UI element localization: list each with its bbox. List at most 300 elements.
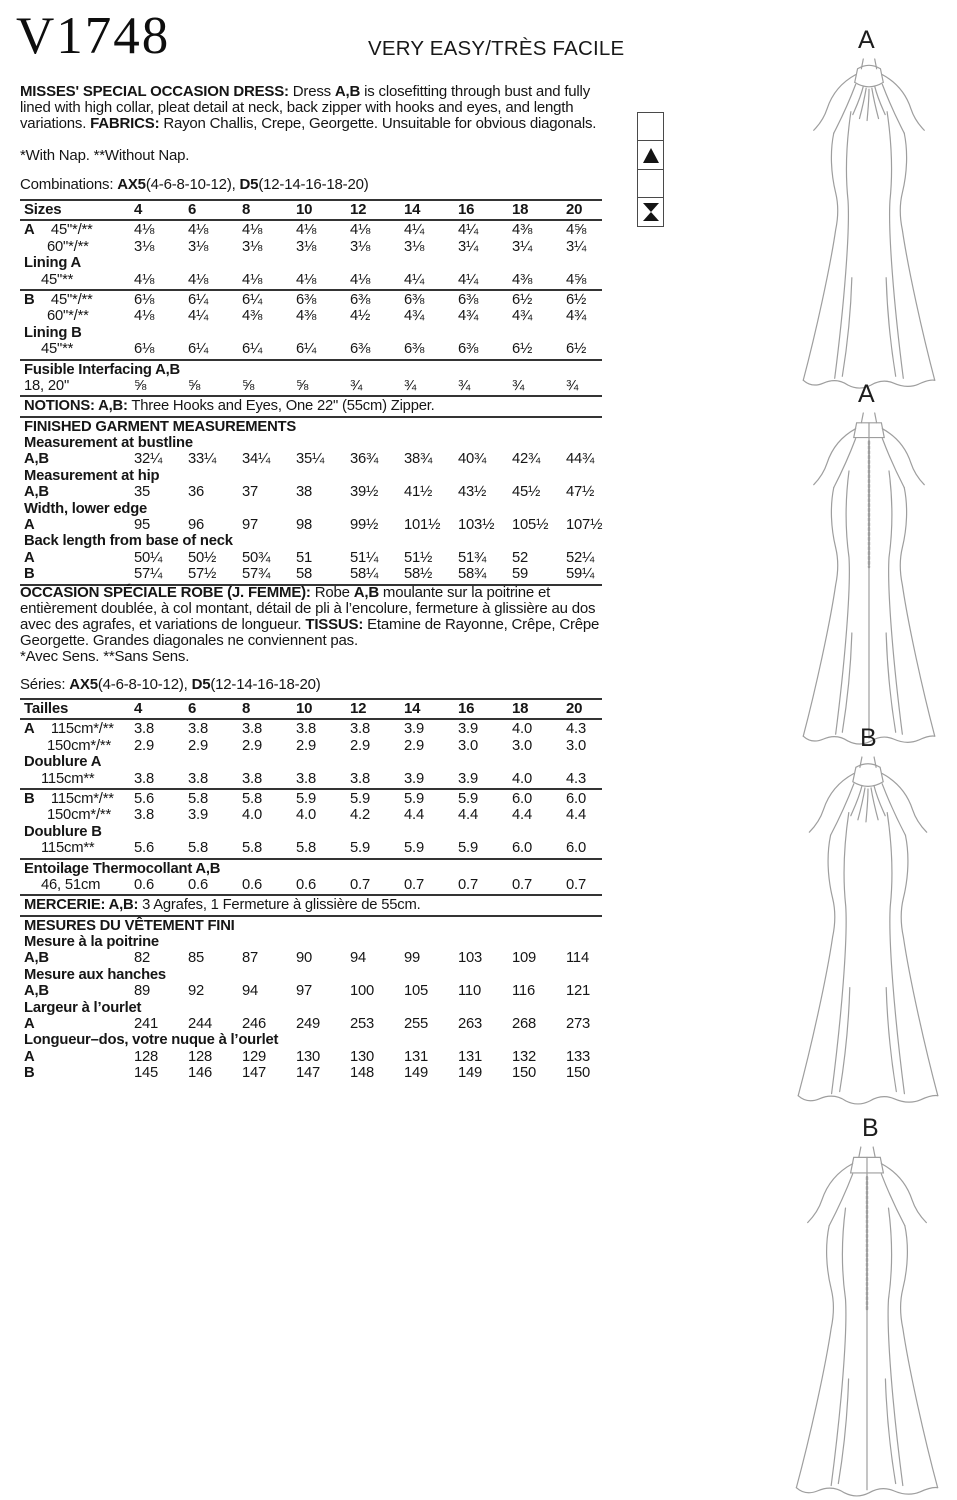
table-rule [20, 289, 602, 291]
table-cell: 148 [350, 1065, 375, 1082]
table-cell: 99 [404, 950, 421, 967]
table-section-label: Entoilage Thermocollant A,B [24, 860, 221, 877]
yardage-table-imperial [20, 198, 602, 587]
table-section-label: MESURES DU VÊTEMENT FINI [24, 917, 235, 934]
table-section-label: Largeur à l’ourlet [24, 999, 142, 1016]
table-cell: 4⅛ [350, 271, 371, 288]
table-rule [20, 915, 602, 917]
table-rule [20, 894, 602, 896]
table-cell: 4.0 [296, 807, 316, 824]
french-nap-note: *Avec Sens. **Sans Sens. [20, 648, 190, 665]
table-cell: 3.9 [458, 770, 478, 787]
table-cell: 4⅛ [134, 222, 155, 239]
table-cell: 6 [188, 700, 197, 717]
table-cell: 3.9 [188, 807, 208, 824]
table-cell: 3.9 [404, 721, 424, 738]
combinations-line: Combinations: AX5(4-6-8-10-12), D5(12-14-16-18-20) [20, 176, 369, 193]
table-cell: 3⅛ [242, 238, 263, 255]
dress-a-back-line-art [788, 412, 950, 746]
series-line: Séries: AX5(4-6-8-10-12), D5(12-14-16-18-20) [20, 676, 321, 693]
table-cell: 246 [242, 1016, 267, 1033]
table-cell: 3¼ [458, 238, 479, 255]
table-cell: 4¼ [458, 222, 479, 239]
table-cell: 14 [404, 700, 421, 717]
table-cell: 36 [188, 484, 205, 501]
table-cell: 41½ [404, 484, 433, 501]
table-row: 115cm** 5.6 5.8 5.8 5.8 5.9 5.9 5.9 6.0 6.0 [20, 840, 602, 856]
figure-label-a-front: A [858, 26, 876, 54]
table-cell: 4½ [350, 308, 371, 325]
table-cell: 3.8 [242, 721, 262, 738]
table-cell: 147 [296, 1065, 321, 1082]
table-section-label: FINISHED GARMENT MEASUREMENTS [24, 418, 297, 435]
table-cell: 3.0 [512, 737, 532, 754]
difficulty-label: VERY EASY/TRÈS FACILE [368, 37, 625, 60]
figure-label-a-back: A [858, 380, 876, 408]
table-cell: 6.0 [566, 790, 586, 807]
table-cell: 249 [296, 1016, 321, 1033]
pattern-number: V1748 [16, 7, 171, 65]
table-cell: 12 [350, 201, 367, 218]
table-cell: 0.7 [512, 876, 532, 893]
table-cell: 130 [350, 1048, 375, 1065]
table-cell: 133 [566, 1048, 591, 1065]
table-cell: 149 [458, 1065, 483, 1082]
table-cell: 114 [566, 950, 589, 967]
table-cell: 0.7 [404, 876, 424, 893]
table-row: 115cm** 3.8 3.8 3.8 3.8 3.8 3.9 3.9 4.0 4.3 [20, 771, 602, 787]
table-cell: 50½ [188, 549, 217, 566]
table-row: B 145 146 147 147 148 149 149 150 150 [20, 1065, 602, 1081]
table-cell: 6⅜ [458, 341, 479, 358]
table-cell: 6½ [512, 291, 533, 308]
table-cell: 4⅝ [566, 271, 587, 288]
table-row: 45"** 4⅛ 4⅛ 4⅛ 4⅛ 4⅛ 4¼ 4¼ 4⅜ 4⅝ [20, 272, 602, 288]
table-rule [20, 219, 602, 221]
table-cell: 95 [134, 517, 151, 534]
figure-label-b-back: B [862, 1114, 880, 1142]
table-cell: 4⅛ [242, 222, 263, 239]
table-cell: 0.6 [134, 876, 154, 893]
table-cell: 3.0 [458, 737, 478, 754]
table-cell: 110 [458, 983, 481, 1000]
table-cell: 6¼ [188, 341, 209, 358]
table-cell: 3⅛ [296, 238, 317, 255]
table-cell: 3.8 [134, 770, 154, 787]
table-cell: 37 [242, 484, 259, 501]
table-cell: 20 [566, 700, 583, 717]
without-nap-hourglass-icon [637, 197, 664, 227]
table-row: A 241 244 246 249 253 255 263 268 273 [20, 1016, 602, 1032]
table-cell: ¾ [404, 377, 417, 394]
table-cell: 4¾ [566, 308, 587, 325]
table-cell: 89 [134, 983, 151, 1000]
table-cell: 6¼ [242, 341, 263, 358]
dress-b-back-line-art [780, 1146, 954, 1498]
table-cell: 149 [404, 1065, 429, 1082]
table-cell: 5.6 [134, 790, 154, 807]
table-cell: 92 [188, 983, 205, 1000]
table-cell: 38¾ [404, 451, 433, 468]
table-cell: ¾ [566, 377, 579, 394]
table-cell: 5.8 [188, 790, 208, 807]
table-cell: 2.9 [188, 737, 208, 754]
table-cell: 6¼ [188, 291, 209, 308]
table-cell: 51¾ [458, 549, 487, 566]
table-cell: 150 [512, 1065, 537, 1082]
table-cell: 101½ [404, 517, 441, 534]
table-cell: 128 [134, 1048, 159, 1065]
table-rule [20, 858, 602, 860]
table-cell: 3.0 [566, 737, 586, 754]
table-row: A,B 32¼ 33¼ 34¼ 35¼ 36¾ 38¾ 40¾ 42¾ 44¾ [20, 451, 602, 467]
table-cell: 253 [350, 1016, 375, 1033]
table-cell: 4.0 [512, 770, 532, 787]
table-cell: 6⅜ [350, 291, 371, 308]
table-cell: 5.6 [134, 840, 154, 857]
table-cell: 2.9 [404, 737, 424, 754]
table-cell: 4¼ [188, 308, 209, 325]
table-cell: 51½ [404, 549, 433, 566]
table-cell: 6.0 [512, 790, 532, 807]
table-cell: 4¼ [458, 271, 479, 288]
table-row: 46, 51cm 0.6 0.6 0.6 0.6 0.7 0.7 0.7 0.7 0.7 [20, 877, 602, 893]
table-header-row: Tailles 4 6 8 10 12 14 16 18 20 [20, 701, 602, 717]
table-cell: 116 [512, 983, 535, 1000]
table-cell: 129 [242, 1048, 267, 1065]
table-cell: 146 [188, 1065, 213, 1082]
table-cell: 6⅛ [134, 291, 155, 308]
table-section-label: Lining A [24, 255, 82, 272]
table-cell: 4.3 [566, 770, 586, 787]
table-cell: 5.8 [242, 790, 262, 807]
table-cell: 5.8 [188, 840, 208, 857]
table-cell: 6½ [512, 341, 533, 358]
table-row: 45"** 6⅛ 6¼ 6¼ 6¼ 6⅜ 6⅜ 6⅜ 6½ 6½ [20, 341, 602, 357]
table-rule [20, 395, 602, 397]
table-cell: 6⅛ [134, 341, 155, 358]
table-cell: 5.9 [458, 790, 478, 807]
table-section-label: Fusible Interfacing A,B [24, 361, 180, 378]
table-cell: 16 [458, 700, 475, 717]
table-cell: ¾ [458, 377, 471, 394]
table-cell: 3.9 [458, 721, 478, 738]
table-cell: 4.4 [458, 807, 478, 824]
french-description: OCCASION SPÉCIALE ROBE (J. FEMME): Robe A,B moulante sur la poitrine et entièrement doublée, à col montant, détail de pli à l’encolure, fermeture à glissière au dos avec des agrafes, et variations de longueur. TISSUS: Etamine de Rayonne, Crêpe, Crêpe Georgette. Grandes diagonales ne conviennent pas. [20, 584, 600, 649]
table-cell: 99½ [350, 517, 379, 534]
table-cell: 90 [296, 950, 313, 967]
table-cell: 3.8 [134, 721, 154, 738]
table-cell: 4.4 [512, 807, 532, 824]
table-row: 60"*/** 4⅛ 4¼ 4⅜ 4⅜ 4½ 4¾ 4¾ 4¾ 4¾ [20, 308, 602, 324]
table-cell: 98 [296, 517, 313, 534]
table-cell: 18 [512, 201, 529, 218]
table-cell: 18 [512, 700, 529, 717]
table-cell: 10 [296, 201, 313, 218]
table-cell: 6⅜ [350, 341, 371, 358]
table-cell: 8 [242, 201, 251, 218]
table-cell: 4.3 [566, 721, 586, 738]
table-section-label: Back length from base of neck [24, 533, 233, 550]
table-section-label: Width, lower edge [24, 500, 148, 517]
table-cell: 96 [188, 517, 205, 534]
table-cell: 6½ [566, 291, 587, 308]
table-rule [20, 359, 602, 361]
table-cell: 52 [512, 549, 529, 566]
table-cell: 4¾ [512, 308, 533, 325]
table-cell: 39½ [350, 484, 379, 501]
table-cell: 5.9 [458, 840, 478, 857]
table-cell: ⅝ [296, 377, 309, 394]
table-section-label: Mesure aux hanches [24, 966, 166, 983]
table-cell: 51¼ [350, 549, 379, 566]
table-cell: 6½ [566, 341, 587, 358]
table-cell: 4.2 [350, 807, 370, 824]
table-cell: 6⅜ [296, 291, 317, 308]
table-cell: 4¼ [404, 271, 425, 288]
table-row: A 115cm*/** 3.8 3.8 3.8 3.8 3.8 3.9 3.9 4.0 4.3 [20, 721, 602, 737]
table-cell: 59¼ [566, 566, 595, 583]
table-cell: 3¼ [512, 238, 533, 255]
table-row: B 45"*/** 6⅛ 6¼ 6¼ 6⅜ 6⅜ 6⅜ 6⅜ 6½ 6½ [20, 292, 602, 308]
table-cell: 130 [296, 1048, 321, 1065]
table-cell: 5.9 [350, 840, 370, 857]
english-nap-note: *With Nap. **Without Nap. [20, 147, 190, 164]
table-cell: 0.7 [350, 876, 370, 893]
table-cell: ⅝ [188, 377, 201, 394]
table-cell: 3⅛ [134, 238, 155, 255]
table-cell: 58¾ [458, 566, 487, 583]
table-cell: 38 [296, 484, 313, 501]
table-cell: 58½ [404, 566, 433, 583]
dress-a-front-line-art [788, 58, 950, 390]
table-cell: 5.8 [242, 840, 262, 857]
table-section-label: Longueur–dos, votre nuque à l’ourlet [24, 1032, 279, 1049]
table-row: A 45"*/** 4⅛ 4⅛ 4⅛ 4⅛ 4⅛ 4¼ 4¼ 4⅜ 4⅝ [20, 222, 602, 238]
table-cell: 4 [134, 700, 143, 717]
table-cell: 97 [296, 983, 313, 1000]
dress-b-front-line-art [782, 756, 954, 1106]
table-cell: 34¼ [242, 451, 271, 468]
nap-symbol-strip [637, 112, 664, 227]
table-cell: 44¾ [566, 451, 595, 468]
table-cell: 51 [296, 549, 313, 566]
table-cell: 100 [350, 983, 375, 1000]
table-row: B 115cm*/** 5.6 5.8 5.8 5.9 5.9 5.9 5.9 6.0 6.0 [20, 791, 602, 807]
table-note: MERCERIE: A,B: 3 Agrafes, 1 Fermeture à glissière de 55cm. [24, 897, 421, 914]
table-cell: 35 [134, 484, 151, 501]
table-cell: 4⅛ [188, 222, 209, 239]
table-cell: 4⅛ [242, 271, 263, 288]
table-cell: 3.8 [134, 807, 154, 824]
table-cell: 4.0 [512, 721, 532, 738]
table-cell: 4⅜ [512, 271, 533, 288]
table-cell: 4⅛ [134, 271, 155, 288]
table-cell: 268 [512, 1016, 537, 1033]
english-description: MISSES' SPECIAL OCCASION DRESS: Dress A,B is closefitting through bust and fully lined with high collar, pleat detail at neck, back zipper with hooks and eyes, and length variations. FABRICS: Rayon Challis, Crepe, Georgette. Unsuitable for obvious diagonals. [20, 83, 597, 132]
table-cell: 16 [458, 201, 475, 218]
table-cell: 6⅜ [404, 341, 425, 358]
table-section-label: Doublure B [24, 823, 102, 840]
table-cell: 5.9 [404, 840, 424, 857]
table-cell: 244 [188, 1016, 213, 1033]
table-cell: 3⅛ [188, 238, 209, 255]
table-cell: 105½ [512, 517, 549, 534]
table-cell: 97 [242, 517, 259, 534]
table-cell: 94 [242, 983, 259, 1000]
table-cell: 0.6 [296, 876, 316, 893]
table-cell: ⅝ [242, 377, 255, 394]
table-note: NOTIONS: A,B: Three Hooks and Eyes, One 22" (55cm) Zipper. [24, 398, 435, 415]
table-cell: 255 [404, 1016, 429, 1033]
table-cell: 241 [134, 1016, 159, 1033]
table-cell: 4⅜ [242, 308, 263, 325]
table-cell: 20 [566, 201, 583, 218]
table-cell: 5.8 [296, 840, 316, 857]
table-cell: ¾ [350, 377, 363, 394]
table-row: 150cm*/** 3.8 3.9 4.0 4.0 4.2 4.4 4.4 4.4 4.4 [20, 807, 602, 823]
table-cell: 6¼ [242, 291, 263, 308]
table-cell: 145 [134, 1065, 159, 1082]
table-cell: 107½ [566, 517, 603, 534]
table-section-label: Doublure A [24, 754, 102, 771]
table-cell: 6⅜ [458, 291, 479, 308]
table-cell: 3.8 [296, 770, 316, 787]
table-cell: 109 [512, 950, 537, 967]
table-cell: 4.0 [242, 807, 262, 824]
table-cell: 50¾ [242, 549, 271, 566]
table-cell: 94 [350, 950, 367, 967]
table-cell: 52¼ [566, 549, 595, 566]
table-cell: 35¼ [296, 451, 325, 468]
table-cell: 12 [350, 700, 367, 717]
table-section-label: Mesure à la poitrine [24, 934, 159, 951]
table-cell: 32¼ [134, 451, 163, 468]
table-cell: 3.8 [242, 770, 262, 787]
table-cell: 2.9 [350, 737, 370, 754]
table-header-row: Sizes 4 6 8 10 12 14 16 18 20 [20, 202, 602, 218]
table-row: A 50¼ 50½ 50¾ 51 51¼ 51½ 51¾ 52 52¼ [20, 550, 602, 566]
table-rule [20, 718, 602, 720]
table-row: A,B 82 85 87 90 94 99 103 109 114 [20, 950, 602, 966]
table-cell: 2.9 [296, 737, 316, 754]
table-cell: 105 [404, 983, 429, 1000]
table-cell: 4⅛ [188, 271, 209, 288]
table-section-label: Lining B [24, 324, 82, 341]
table-cell: 2.9 [242, 737, 262, 754]
table-cell: 4¾ [404, 308, 425, 325]
table-rule [20, 788, 602, 790]
table-cell: 33¼ [188, 451, 217, 468]
table-cell: 4⅛ [296, 271, 317, 288]
table-cell: 0.7 [566, 876, 586, 893]
table-row: B 57¼ 57½ 57¾ 58 58¼ 58½ 58¾ 59 59¼ [20, 566, 602, 582]
table-cell: 10 [296, 700, 313, 717]
table-cell: 4⅛ [134, 308, 155, 325]
table-cell: 3.8 [188, 721, 208, 738]
table-cell: 57¼ [134, 566, 163, 583]
table-row: A 128 128 129 130 130 131 131 132 133 [20, 1049, 602, 1065]
table-cell: 263 [458, 1016, 483, 1033]
table-cell: 3.9 [404, 770, 424, 787]
table-cell: 57½ [188, 566, 217, 583]
table-cell: 4¼ [404, 222, 425, 239]
table-cell: 85 [188, 950, 205, 967]
table-cell: 0.6 [188, 876, 208, 893]
table-cell: 3⅛ [404, 238, 425, 255]
table-cell: 132 [512, 1048, 537, 1065]
table-cell: 5.9 [350, 790, 370, 807]
table-cell: 36¾ [350, 451, 379, 468]
table-cell: 57¾ [242, 566, 271, 583]
with-nap-triangle-icon [637, 140, 664, 170]
table-cell: 6.0 [512, 840, 532, 857]
table-cell: 4 [134, 201, 143, 218]
figure-label-b-front: B [860, 724, 878, 752]
table-cell: 58 [296, 566, 313, 583]
table-cell: 58¼ [350, 566, 379, 583]
table-cell: 4.4 [404, 807, 424, 824]
table-cell: 43½ [458, 484, 487, 501]
table-cell: 103½ [458, 517, 495, 534]
table-row: 150cm*/** 2.9 2.9 2.9 2.9 2.9 2.9 3.0 3.0 3.0 [20, 738, 602, 754]
table-cell: 3.8 [350, 721, 370, 738]
table-cell: 150 [566, 1065, 591, 1082]
table-cell: 3¼ [566, 238, 587, 255]
table-section-label: Measurement at hip [24, 467, 160, 484]
table-cell: 0.6 [242, 876, 262, 893]
table-cell: 82 [134, 950, 151, 967]
table-cell: 4⅛ [296, 222, 317, 239]
empty-layout-box [637, 112, 664, 142]
table-cell: 59 [512, 566, 529, 583]
table-cell: 87 [242, 950, 259, 967]
table-row: A,B 35 36 37 38 39½ 41½ 43½ 45½ 47½ [20, 484, 602, 500]
table-cell: 4¾ [458, 308, 479, 325]
table-cell: 6⅜ [404, 291, 425, 308]
table-cell: 4.4 [566, 807, 586, 824]
table-cell: 6.0 [566, 840, 586, 857]
table-row: 60"*/** 3⅛ 3⅛ 3⅛ 3⅛ 3⅛ 3⅛ 3¼ 3¼ 3¼ [20, 239, 602, 255]
table-cell: 3.8 [188, 770, 208, 787]
table-cell: ¾ [512, 377, 525, 394]
table-cell: 14 [404, 201, 421, 218]
table-cell: 6 [188, 201, 197, 218]
table-cell: 8 [242, 700, 251, 717]
table-row: 18, 20" ⅝ ⅝ ⅝ ⅝ ¾ ¾ ¾ ¾ ¾ [20, 378, 602, 394]
table-cell: 5.9 [296, 790, 316, 807]
table-cell: 4⅜ [296, 308, 317, 325]
table-row: A 95 96 97 98 99½ 101½ 103½ 105½ 107½ [20, 517, 602, 533]
table-cell: 147 [242, 1065, 267, 1082]
table-cell: 103 [458, 950, 483, 967]
table-cell: 42¾ [512, 451, 541, 468]
table-section-label: Measurement at bustline [24, 435, 193, 452]
table-cell: 4⅛ [350, 222, 371, 239]
table-cell: 50¼ [134, 549, 163, 566]
table-cell: 40¾ [458, 451, 487, 468]
table-row: A,B 89 92 94 97 100 105 110 116 121 [20, 983, 602, 999]
table-rule [20, 416, 602, 418]
table-cell: 6¼ [296, 341, 317, 358]
table-cell: 3.8 [296, 721, 316, 738]
yardage-table-metric [20, 697, 602, 1082]
table-cell: 3.8 [350, 770, 370, 787]
table-cell: 2.9 [134, 737, 154, 754]
table-cell: 121 [566, 983, 591, 1000]
table-cell: 131 [404, 1048, 429, 1065]
table-cell: 131 [458, 1048, 483, 1065]
